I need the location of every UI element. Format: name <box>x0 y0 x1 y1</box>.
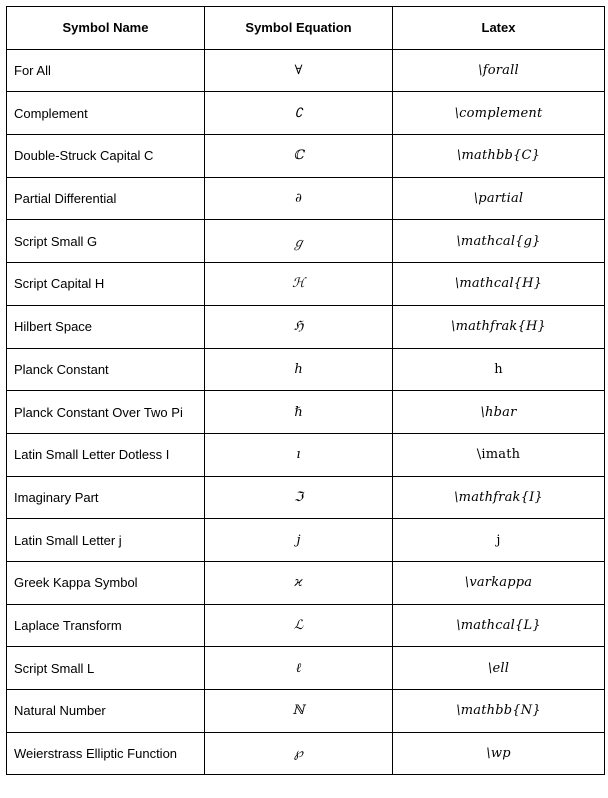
header-symbol-equation: Symbol Equation <box>205 7 393 50</box>
table-header <box>7 7 605 50</box>
table-row <box>7 732 605 775</box>
symbol-name-cell: Latin Small Letter Dotless I <box>7 433 205 476</box>
symbol-name-cell: Laplace Transform <box>7 604 205 647</box>
symbol-name-cell: For All <box>7 49 205 92</box>
header-symbol-name: Symbol Name <box>7 7 205 50</box>
table-row <box>7 647 605 690</box>
symbol-name-cell: Script Small L <box>7 647 205 690</box>
table-row <box>7 561 605 604</box>
symbol-equation-cell: ∁ <box>205 92 393 135</box>
symbol-equation-cell: ℒ <box>205 604 393 647</box>
table-row <box>7 433 605 476</box>
symbol-equation-cell: ∀ <box>205 49 393 92</box>
latex-cell: \wp <box>393 732 605 775</box>
symbol-equation-cell: ℌ <box>205 305 393 348</box>
symbol-name-cell: Latin Small Letter j <box>7 519 205 562</box>
symbol-name-cell: Weierstrass Elliptic Function <box>7 732 205 775</box>
symbol-name-cell: Partial Differential <box>7 177 205 220</box>
symbol-equation-cell: ℑ <box>205 476 393 519</box>
symbol-equation-cell: j <box>205 519 393 562</box>
symbol-equation-cell: ℎ <box>205 348 393 391</box>
latex-cell: j <box>393 519 605 562</box>
symbol-name-cell: Complement <box>7 92 205 135</box>
latex-cell: \mathcal{H} <box>393 263 605 306</box>
symbol-name-cell: Script Small G <box>7 220 205 263</box>
symbol-name-cell: Double-Struck Capital C <box>7 135 205 178</box>
latex-cell: \partial <box>393 177 605 220</box>
table-row <box>7 135 605 178</box>
table-row <box>7 604 605 647</box>
symbol-equation-cell: ℏ <box>205 391 393 434</box>
header-row <box>7 7 605 50</box>
latex-cell: \mathbb{N} <box>393 690 605 733</box>
latex-cell: \imath <box>393 433 605 476</box>
symbol-name-cell: Script Capital H <box>7 263 205 306</box>
table-body <box>7 49 605 775</box>
symbol-equation-cell: ∂ <box>205 177 393 220</box>
latex-cell: \hbar <box>393 391 605 434</box>
table-row <box>7 519 605 562</box>
header-latex: Latex <box>393 7 605 50</box>
table-row <box>7 49 605 92</box>
latex-cell: \mathbb{C} <box>393 135 605 178</box>
table-row <box>7 348 605 391</box>
symbol-name-cell: Hilbert Space <box>7 305 205 348</box>
latex-cell: \forall <box>393 49 605 92</box>
symbol-table <box>6 6 605 775</box>
latex-cell: \mathcal{g} <box>393 220 605 263</box>
symbol-equation-cell: ℓ <box>205 647 393 690</box>
table-row <box>7 690 605 733</box>
symbol-name-cell: Greek Kappa Symbol <box>7 561 205 604</box>
table-row <box>7 305 605 348</box>
symbol-equation-cell: ℘ <box>205 732 393 775</box>
symbol-equation-cell: ı <box>205 433 393 476</box>
latex-cell: \mathfrak{H} <box>393 305 605 348</box>
latex-cell: h <box>393 348 605 391</box>
table-row <box>7 220 605 263</box>
latex-cell: \mathcal{L} <box>393 604 605 647</box>
table-row <box>7 476 605 519</box>
symbol-equation-cell: ℊ <box>205 220 393 263</box>
symbol-name-cell: Natural Number <box>7 690 205 733</box>
symbol-equation-cell: ℂ <box>205 135 393 178</box>
latex-cell: \complement <box>393 92 605 135</box>
table-row <box>7 391 605 434</box>
symbol-name-cell: Planck Constant Over Two Pi <box>7 391 205 434</box>
symbol-equation-cell: ℋ <box>205 263 393 306</box>
latex-cell: \varkappa <box>393 561 605 604</box>
table-row <box>7 92 605 135</box>
table-row <box>7 263 605 306</box>
symbol-equation-cell: ϰ <box>205 561 393 604</box>
symbol-equation-cell: ℕ <box>205 690 393 733</box>
latex-cell: \mathfrak{I} <box>393 476 605 519</box>
latex-cell: \ell <box>393 647 605 690</box>
symbol-name-cell: Planck Constant <box>7 348 205 391</box>
symbol-name-cell: Imaginary Part <box>7 476 205 519</box>
table-row <box>7 177 605 220</box>
